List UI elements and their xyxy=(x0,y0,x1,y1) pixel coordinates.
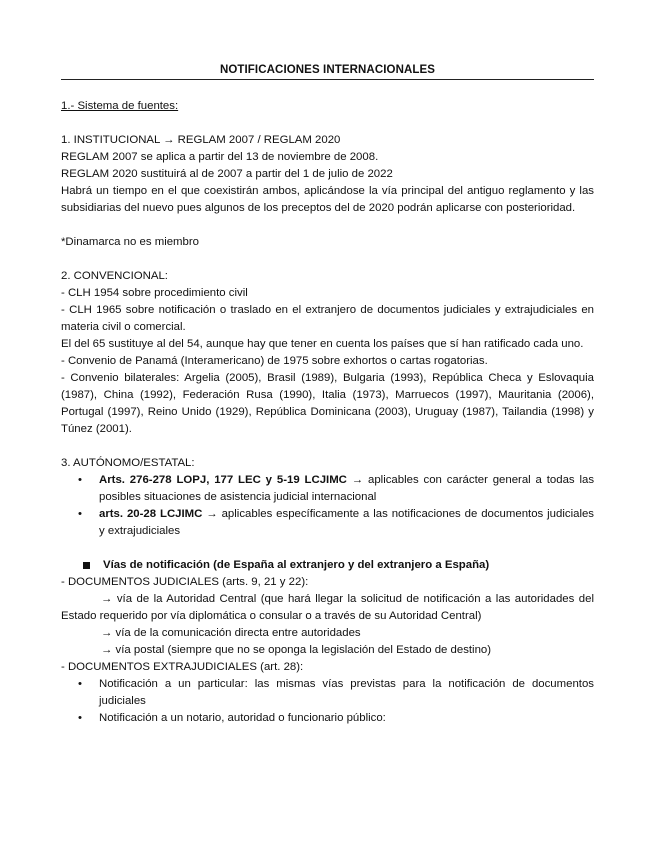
institucional-line-2: REGLAM 2020 sustituirá al de 2007 a partir del 1 de julio de 2022 xyxy=(61,168,393,180)
convencional-item-4: - Convenio de Panamá (Interamericano) de 1975 sobre exhortos o cartas rogatorias. xyxy=(61,355,488,367)
convencional-item-3: El del 65 sustituye al del 54, aunque hay que tener en cuenta los países que sí han ratificado cada uno. xyxy=(61,338,584,350)
list-item: • Notificación a un notario, autoridad o funcionario público: xyxy=(61,710,594,727)
page-title: NOTIFICACIONES INTERNACIONALES xyxy=(219,64,436,76)
institucional-heading: 1. INSTITUCIONAL → REGLAM 2007 / REGLAM 2020 xyxy=(61,134,341,146)
judiciales-via-3: → vía postal (siempre que no se oponga la legislación del Estado de destino) xyxy=(101,644,492,656)
autonomo-bullet-2-text: → aplicables específicamente a las notificaciones de documentos judiciales y extrajudiciales xyxy=(99,508,595,537)
judiciales-via-2: → vía de la comunicación directa entre autoridades xyxy=(101,627,361,639)
convencional-heading: 2. CONVENCIONAL: xyxy=(61,270,168,282)
judiciales-via-1: → vía de la Autoridad Central (que hará llegar la solicitud de notificación a las autoridades del Estado requerido por vía diplomática o consular o a través de su Autoridad Central) xyxy=(61,593,594,622)
list-item: • Notificación a un particular: las mismas vías previstas para la notificación de documentos judiciales xyxy=(61,676,594,710)
autonomo-bullet-1-bold: Arts. 276-278 LOPJ, 177 LEC y 5-19 LCJIMC xyxy=(99,474,347,486)
vias-heading-row xyxy=(61,557,594,574)
denmark-note: *Dinamarca no es miembro xyxy=(61,236,200,248)
list-item xyxy=(61,472,594,506)
institucional-line-1: REGLAM 2007 se aplica a partir del 13 de noviembre de 2008. xyxy=(61,151,379,163)
autonomo-bullet-1-text: → aplicables con carácter general a todas las posibles situaciones de asistencia judicial internacional xyxy=(99,474,595,503)
vias-heading: Vías de notificación (de España al extranjero y del extranjero a España) xyxy=(103,559,490,571)
square-bullet-icon xyxy=(83,562,90,569)
title-underline xyxy=(61,79,594,80)
extrajudiciales-heading: - DOCUMENTOS EXTRAJUDICIALES (art. 28): xyxy=(61,661,304,673)
list-item xyxy=(61,506,594,540)
convencional-item-1: - CLH 1954 sobre procedimiento civil xyxy=(61,287,248,299)
document-body xyxy=(61,98,594,727)
autonomo-bullet-2-bold: arts. 20-28 LCJIMC xyxy=(99,508,203,520)
autonomo-list xyxy=(61,472,594,540)
convencional-item-2: - CLH 1965 sobre notificación o traslado en el extranjero de documentos judiciales y extrajudiciales en materia civil o comercial. xyxy=(61,304,594,333)
judiciales-heading: - DOCUMENTOS JUDICIALES (arts. 9, 21 y 22): xyxy=(61,576,309,588)
section-heading-sources: 1.- Sistema de fuentes: xyxy=(61,100,179,112)
institucional-paragraph: Habrá un tiempo en el que coexistirán ambos, aplicándose la vía principal del antiguo reglamento y las subsidiarias del nuevo pues algunos de los preceptos del de 2020 podrán aplicarse con posterioridad. xyxy=(61,185,594,214)
convencional-item-5: - Convenio bilaterales: Argelia (2005), Brasil (1989), Bulgaria (1993), República Checa y Eslovaquia (1987), China (1992), Federación Rusa (1990), Italia (1973), Marruecos (1997), Mauritania (2006), Portugal (1997), Reino Unido (1929), República Dominicana (2003), Uruguay (1987), Tailandia (1998) y Túnez (2001). xyxy=(61,372,594,435)
extrajudiciales-list xyxy=(61,676,594,727)
autonomo-heading: 3. AUTÓNOMO/ESTATAL: xyxy=(61,457,195,469)
